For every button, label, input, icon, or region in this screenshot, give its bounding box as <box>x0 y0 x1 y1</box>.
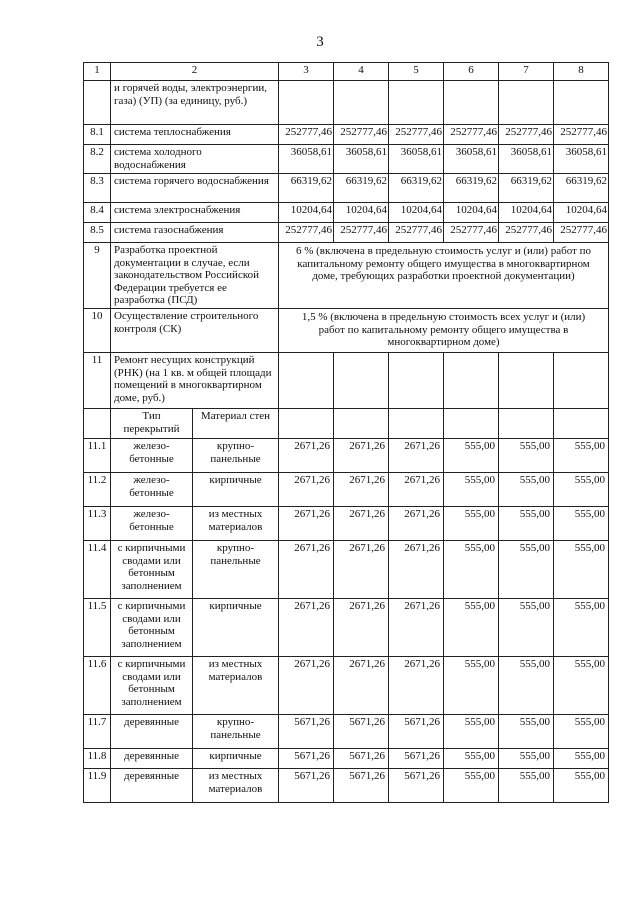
value-cell: 66319,62 <box>499 174 554 203</box>
table-row <box>84 203 609 223</box>
material-cell: из местных материалов <box>193 657 279 715</box>
row-number: 11.8 <box>84 749 111 769</box>
value-cell: 5671,26 <box>389 769 444 803</box>
empty-cell <box>499 81 554 125</box>
header-col-5: 5 <box>389 63 444 81</box>
subheader-row <box>84 409 609 439</box>
value-cell: 10204,64 <box>279 203 334 223</box>
table-row <box>84 145 609 174</box>
row-name: Разработка проектной документации в случае, если законодательством Российской Федерации требуется ее разработка (ПСД) <box>111 243 279 309</box>
type-cell: железо-бетонные <box>111 473 193 507</box>
table-row <box>84 174 609 203</box>
empty-cell <box>554 353 609 409</box>
value-cell: 2671,26 <box>389 439 444 473</box>
table-row <box>84 715 609 749</box>
value-cell: 252777,46 <box>444 223 499 243</box>
value-cell: 555,00 <box>499 599 554 657</box>
table-row <box>84 507 609 541</box>
row-number: 8.3 <box>84 174 111 203</box>
row-number: 8.1 <box>84 125 111 145</box>
row-number: 11.6 <box>84 657 111 715</box>
value-cell: 36058,61 <box>499 145 554 174</box>
value-cell: 555,00 <box>444 599 499 657</box>
empty-cell <box>279 81 334 125</box>
material-cell: крупно-панельные <box>193 715 279 749</box>
value-cell: 2671,26 <box>334 507 389 541</box>
material-cell: кирпичные <box>193 599 279 657</box>
header-col-1: 1 <box>84 63 111 81</box>
value-cell: 555,00 <box>554 541 609 599</box>
row-name: система горячего водоснабжения <box>111 174 279 203</box>
type-cell: с кирпичными сводами или бетонным заполнением <box>111 541 193 599</box>
value-cell: 10204,64 <box>389 203 444 223</box>
row-number: 11.5 <box>84 599 111 657</box>
cost-table <box>83 62 609 803</box>
table-row <box>84 473 609 507</box>
empty-cell <box>554 81 609 125</box>
value-cell: 555,00 <box>499 507 554 541</box>
value-cell: 555,00 <box>444 657 499 715</box>
value-cell: 2671,26 <box>334 439 389 473</box>
header-col-3: 3 <box>279 63 334 81</box>
table-row <box>84 223 609 243</box>
value-cell: 10204,64 <box>444 203 499 223</box>
empty-cell <box>334 81 389 125</box>
row-number: 11.7 <box>84 715 111 749</box>
row-name: Ремонт несущих конструкций (РНК) (на 1 кв. м общей площади помещений в многоквартирном доме, руб.) <box>111 353 279 409</box>
empty-cell <box>389 353 444 409</box>
row-number: 8.4 <box>84 203 111 223</box>
value-cell: 555,00 <box>444 715 499 749</box>
value-cell: 2671,26 <box>334 473 389 507</box>
value-cell: 252777,46 <box>554 125 609 145</box>
value-cell: 36058,61 <box>279 145 334 174</box>
value-cell: 5671,26 <box>389 749 444 769</box>
row-number: 11.1 <box>84 439 111 473</box>
value-cell: 66319,62 <box>279 174 334 203</box>
value-cell: 36058,61 <box>444 145 499 174</box>
row-number: 8.2 <box>84 145 111 174</box>
value-cell: 252777,46 <box>389 125 444 145</box>
value-cell: 555,00 <box>444 749 499 769</box>
value-cell: 36058,61 <box>334 145 389 174</box>
value-cell: 555,00 <box>499 715 554 749</box>
empty-cell <box>279 409 334 439</box>
value-cell: 5671,26 <box>334 715 389 749</box>
type-cell: деревянные <box>111 715 193 749</box>
page-number: 3 <box>316 34 324 50</box>
value-cell: 555,00 <box>499 657 554 715</box>
table-row <box>84 599 609 657</box>
table-row <box>84 769 609 803</box>
row-number: 10 <box>84 309 111 353</box>
value-cell: 10204,64 <box>499 203 554 223</box>
num-cell <box>84 81 111 125</box>
value-cell: 555,00 <box>499 439 554 473</box>
material-cell: крупно-панельные <box>193 439 279 473</box>
value-cell: 2671,26 <box>389 657 444 715</box>
table-row <box>84 125 609 145</box>
type-cell: с кирпичными сводами или бетонным заполнением <box>111 599 193 657</box>
type-cell: деревянные <box>111 769 193 803</box>
header-col-7: 7 <box>499 63 554 81</box>
value-cell: 555,00 <box>554 473 609 507</box>
value-cell: 5671,26 <box>334 769 389 803</box>
table-row <box>84 353 609 409</box>
value-cell: 2671,26 <box>334 541 389 599</box>
continuation-row <box>84 81 609 125</box>
empty-cell <box>334 353 389 409</box>
value-cell: 5671,26 <box>389 715 444 749</box>
empty-cell <box>334 409 389 439</box>
value-cell: 252777,46 <box>334 223 389 243</box>
value-cell: 555,00 <box>499 749 554 769</box>
value-cell: 555,00 <box>444 507 499 541</box>
value-cell: 2671,26 <box>279 473 334 507</box>
header-col-2: 2 <box>111 63 279 81</box>
material-cell: кирпичные <box>193 749 279 769</box>
row-number: 11.3 <box>84 507 111 541</box>
value-cell: 2671,26 <box>279 439 334 473</box>
value-cell: 555,00 <box>554 749 609 769</box>
table-row <box>84 657 609 715</box>
material-header: Материал стен <box>193 409 279 439</box>
value-cell: 66319,62 <box>444 174 499 203</box>
material-cell: из местных материалов <box>193 769 279 803</box>
value-cell: 252777,46 <box>499 125 554 145</box>
material-cell: кирпичные <box>193 473 279 507</box>
value-cell: 252777,46 <box>499 223 554 243</box>
value-cell: 252777,46 <box>444 125 499 145</box>
value-cell: 5671,26 <box>334 749 389 769</box>
value-cell: 2671,26 <box>279 599 334 657</box>
value-cell: 252777,46 <box>334 125 389 145</box>
empty-cell <box>444 353 499 409</box>
type-cell: деревянные <box>111 749 193 769</box>
empty-cell <box>389 409 444 439</box>
type-cell: с кирпичными сводами или бетонным заполнением <box>111 657 193 715</box>
row-name: система теплоснабжения <box>111 125 279 145</box>
value-cell: 2671,26 <box>389 473 444 507</box>
empty-cell <box>499 353 554 409</box>
value-cell: 2671,26 <box>389 541 444 599</box>
row-value: 6 % (включена в предельную стоимость услуг и (или) работ по капитальному ремонту общего имущества в многоквартирном доме, требующих разработки проектной документации) <box>279 243 609 309</box>
row-number: 11.9 <box>84 769 111 803</box>
header-col-8: 8 <box>554 63 609 81</box>
empty-cell <box>444 81 499 125</box>
value-cell: 36058,61 <box>389 145 444 174</box>
value-cell: 252777,46 <box>279 125 334 145</box>
table-row <box>84 749 609 769</box>
value-cell: 555,00 <box>444 473 499 507</box>
value-cell: 5671,26 <box>279 715 334 749</box>
value-cell: 555,00 <box>554 507 609 541</box>
value-cell: 252777,46 <box>554 223 609 243</box>
row-number: 11.4 <box>84 541 111 599</box>
row-number: 11.2 <box>84 473 111 507</box>
value-cell: 555,00 <box>444 769 499 803</box>
value-cell: 555,00 <box>499 541 554 599</box>
value-cell: 2671,26 <box>334 657 389 715</box>
value-cell: 36058,61 <box>554 145 609 174</box>
value-cell: 2671,26 <box>279 541 334 599</box>
value-cell: 555,00 <box>554 715 609 749</box>
value-cell: 555,00 <box>499 769 554 803</box>
value-cell: 10204,64 <box>334 203 389 223</box>
value-cell: 555,00 <box>444 439 499 473</box>
value-cell: 66319,62 <box>334 174 389 203</box>
header-col-6: 6 <box>444 63 499 81</box>
num-cell <box>84 409 111 439</box>
row-name: система электроснабжения <box>111 203 279 223</box>
row-number: 8.5 <box>84 223 111 243</box>
value-cell: 555,00 <box>554 599 609 657</box>
row-name: Осуществление строительного контроля (СК) <box>111 309 279 353</box>
row-number: 9 <box>84 243 111 309</box>
row-value: 1,5 % (включена в предельную стоимость всех услуг и (или) работ по капитальному ремонту общего имущества в многоквартирном доме) <box>279 309 609 353</box>
value-cell: 5671,26 <box>279 769 334 803</box>
value-cell: 10204,64 <box>554 203 609 223</box>
value-cell: 66319,62 <box>554 174 609 203</box>
value-cell: 2671,26 <box>279 507 334 541</box>
empty-cell <box>279 353 334 409</box>
value-cell: 555,00 <box>554 439 609 473</box>
type-cell: железо-бетонные <box>111 439 193 473</box>
type-cell: железо-бетонные <box>111 507 193 541</box>
row-name: система холодного водоснабжения <box>111 145 279 174</box>
value-cell: 555,00 <box>499 473 554 507</box>
row-name: система газоснабжения <box>111 223 279 243</box>
name-cell: и горячей воды, электроэнергии, газа) (УП) (за единицу, руб.) <box>111 81 279 125</box>
material-cell: крупно-панельные <box>193 541 279 599</box>
table-row <box>84 541 609 599</box>
value-cell: 2671,26 <box>334 599 389 657</box>
value-cell: 2671,26 <box>279 657 334 715</box>
value-cell: 5671,26 <box>279 749 334 769</box>
empty-cell <box>499 409 554 439</box>
value-cell: 555,00 <box>554 769 609 803</box>
header-row <box>84 63 609 81</box>
material-cell: из местных материалов <box>193 507 279 541</box>
value-cell: 555,00 <box>444 541 499 599</box>
empty-cell <box>554 409 609 439</box>
empty-cell <box>444 409 499 439</box>
table-row <box>84 309 609 353</box>
table-row <box>84 439 609 473</box>
table-row <box>84 243 609 309</box>
value-cell: 252777,46 <box>389 223 444 243</box>
value-cell: 555,00 <box>554 657 609 715</box>
header-col-4: 4 <box>334 63 389 81</box>
value-cell: 66319,62 <box>389 174 444 203</box>
row-number: 11 <box>84 353 111 409</box>
type-header: Тип перекрытий <box>111 409 193 439</box>
empty-cell <box>389 81 444 125</box>
value-cell: 252777,46 <box>279 223 334 243</box>
value-cell: 2671,26 <box>389 507 444 541</box>
value-cell: 2671,26 <box>389 599 444 657</box>
